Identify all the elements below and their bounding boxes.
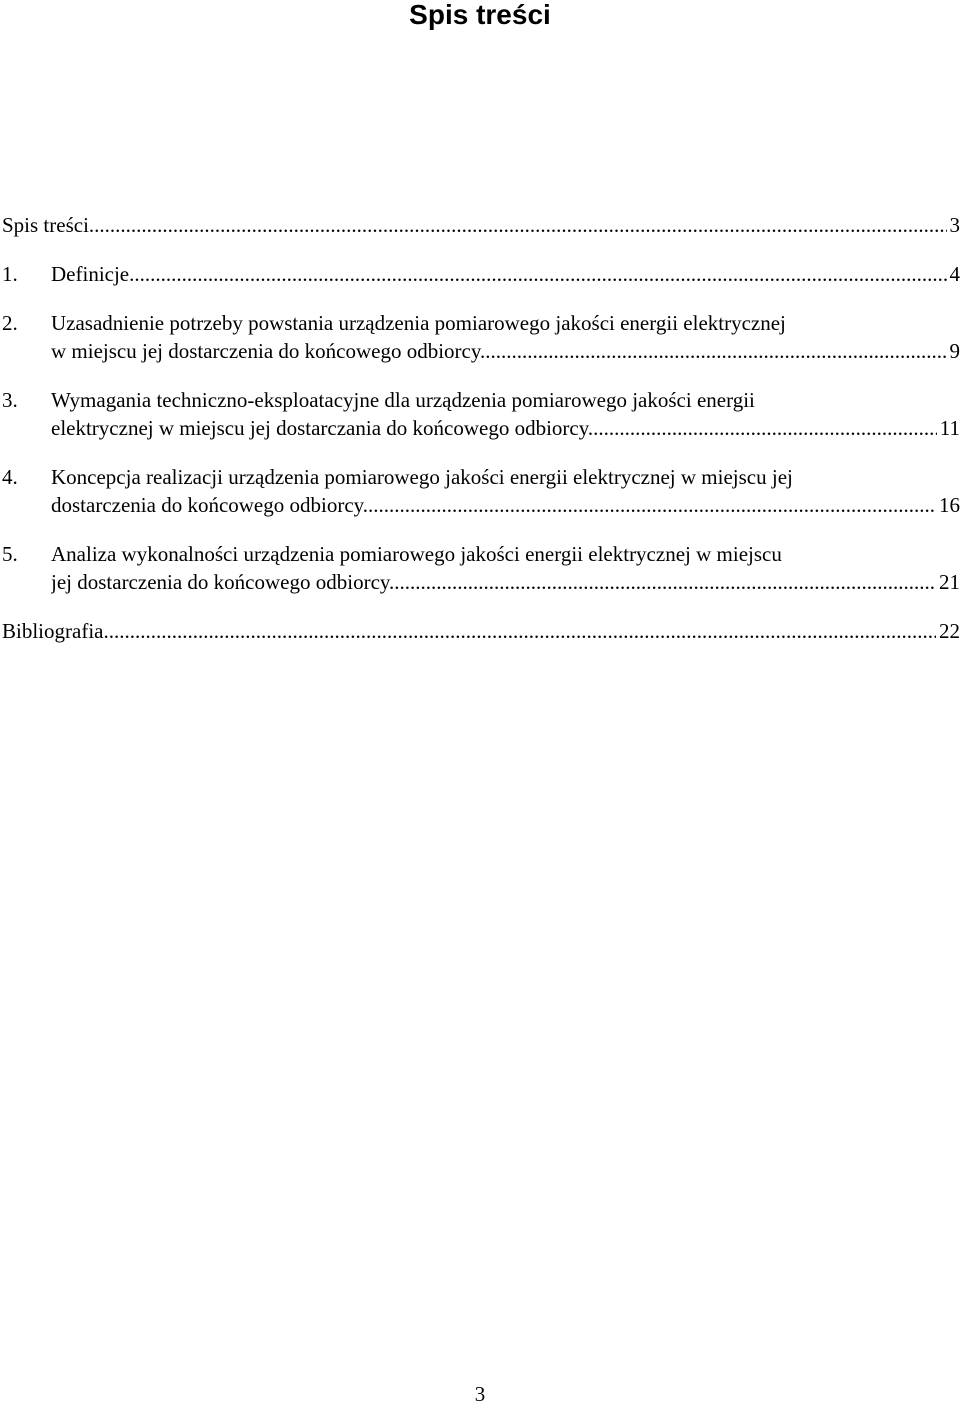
toc-entry-title-line-1: Uzasadnienie potrzeby powstania urządzenia pomiarowego jakości energii elektrycznej: [51, 311, 786, 335]
toc-leader-line: [51, 337, 960, 365]
toc-entry-title-line-2: dostarczenia do końcowego odbiorcy.: [51, 493, 369, 517]
toc-leader-dots: [103, 617, 936, 645]
toc-entry-title: Spis treści: [2, 213, 89, 237]
toc-entry-page: 9: [949, 339, 960, 363]
toc-entry-number: 1.: [2, 262, 18, 286]
toc-leader-dots: [394, 568, 936, 596]
toc-entry-number: 5.: [2, 542, 18, 566]
toc-leader-line: [51, 260, 960, 288]
toc-entry-bibliografia[interactable]: [2, 617, 960, 645]
toc-entry-4[interactable]: [2, 463, 960, 519]
toc-entry-number: 4.: [2, 465, 18, 489]
page-number: 3: [474, 1382, 486, 1406]
page-title: Spis treści: [409, 0, 551, 30]
toc-entry-title-line-2: jej dostarczenia do końcowego odbiorcy.: [51, 570, 395, 594]
toc-entry-page: 22: [939, 619, 960, 643]
toc-entry-1[interactable]: [2, 260, 960, 288]
toc-leader-dots: [368, 491, 936, 519]
toc-entry-number: 3.: [2, 388, 18, 412]
toc-leader-dots: [485, 337, 946, 365]
toc-leader-line: [51, 491, 960, 519]
toc-entry-number: 2.: [2, 311, 18, 335]
toc-entry-2[interactable]: [2, 309, 960, 365]
toc-leader-dots: [89, 211, 947, 239]
toc-leader-line: [51, 414, 960, 442]
toc-leader-dots: [593, 414, 937, 442]
toc-leader-line: [2, 617, 960, 645]
table-of-contents: [2, 211, 960, 645]
toc-entry-page: 3: [949, 213, 960, 237]
toc-leader-dots: [129, 260, 946, 288]
toc-leader-line: [2, 211, 960, 239]
toc-leader-line: [51, 568, 960, 596]
toc-entry-5[interactable]: [2, 540, 960, 596]
toc-entry-title-line-1: Analiza wykonalności urządzenia pomiarowego jakości energii elektrycznej w miejscu: [51, 542, 782, 566]
toc-entry-title-line-1: Wymagania techniczno-eksploatacyjne dla urządzenia pomiarowego jakości energii: [51, 388, 755, 412]
toc-entry-title-line-2: w miejscu jej dostarczenia do końcowego odbiorcy.: [51, 339, 486, 363]
toc-entry-title-line-1: Koncepcja realizacji urządzenia pomiarowego jakości energii elektrycznej w miejscu jej: [51, 465, 793, 489]
toc-entry-page: 11: [939, 416, 960, 440]
toc-entry-spis-tresci[interactable]: [2, 211, 960, 239]
toc-entry-title: Definicje: [51, 262, 130, 286]
toc-entry-3[interactable]: [2, 386, 960, 442]
toc-entry-page: 16: [939, 493, 960, 517]
toc-entry-page: 21: [939, 570, 960, 594]
toc-entry-title: Bibliografia: [2, 619, 104, 643]
toc-entry-title-line-2: elektrycznej w miejscu jej dostarczania do końcowego odbiorcy.: [51, 416, 594, 440]
toc-entry-page: 4: [949, 262, 960, 286]
